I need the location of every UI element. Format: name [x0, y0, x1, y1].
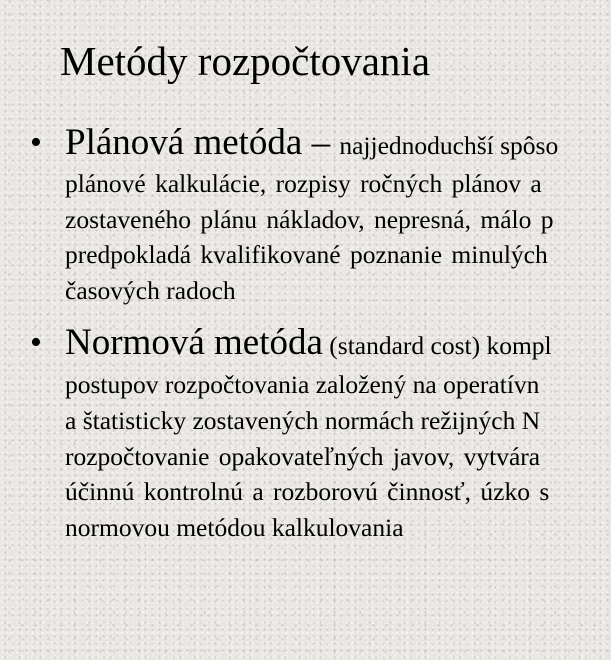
bullet-text-line: (standard cost) kompl [322, 331, 552, 360]
bullet-first-line [65, 120, 558, 169]
slide-title: Metódy rozpočtovania [60, 38, 431, 84]
bullet-text-line: a štatisticky zostavených normách režijných N [65, 406, 541, 435]
bullet-marker: • [30, 324, 42, 361]
bullet-text-line: časových radoch [65, 276, 236, 305]
bullet-text-line: predpokladá kvalifikované poznanie minulých [65, 240, 548, 269]
bullet-text-line: postupov rozpočtovania založený na operatívn [65, 370, 540, 399]
bullet-heading: Normová metóda [65, 322, 323, 363]
bullet-text-line: účinnú kontrolnú a rozborovú činnosť, úzko s [65, 477, 550, 506]
heading-dash: – [302, 122, 340, 163]
bullet-text-line: zostaveného plánu nákladov, nepresná, málo p [65, 205, 554, 234]
bullet-marker: • [30, 124, 42, 161]
bullet-heading: Plánová metóda [65, 122, 303, 163]
bullet-text-line: najjednoduchší spôso [339, 131, 559, 160]
bullet-text-line: plánové kalkulácie, rozpisy ročných plánov a [65, 169, 542, 198]
bullet-text-line: normovou metódou kalkulovania [65, 513, 404, 542]
bullet-text-line: rozpočtovanie opakovateľných javov, vytvára [65, 442, 541, 471]
bullet-first-line [65, 320, 552, 369]
